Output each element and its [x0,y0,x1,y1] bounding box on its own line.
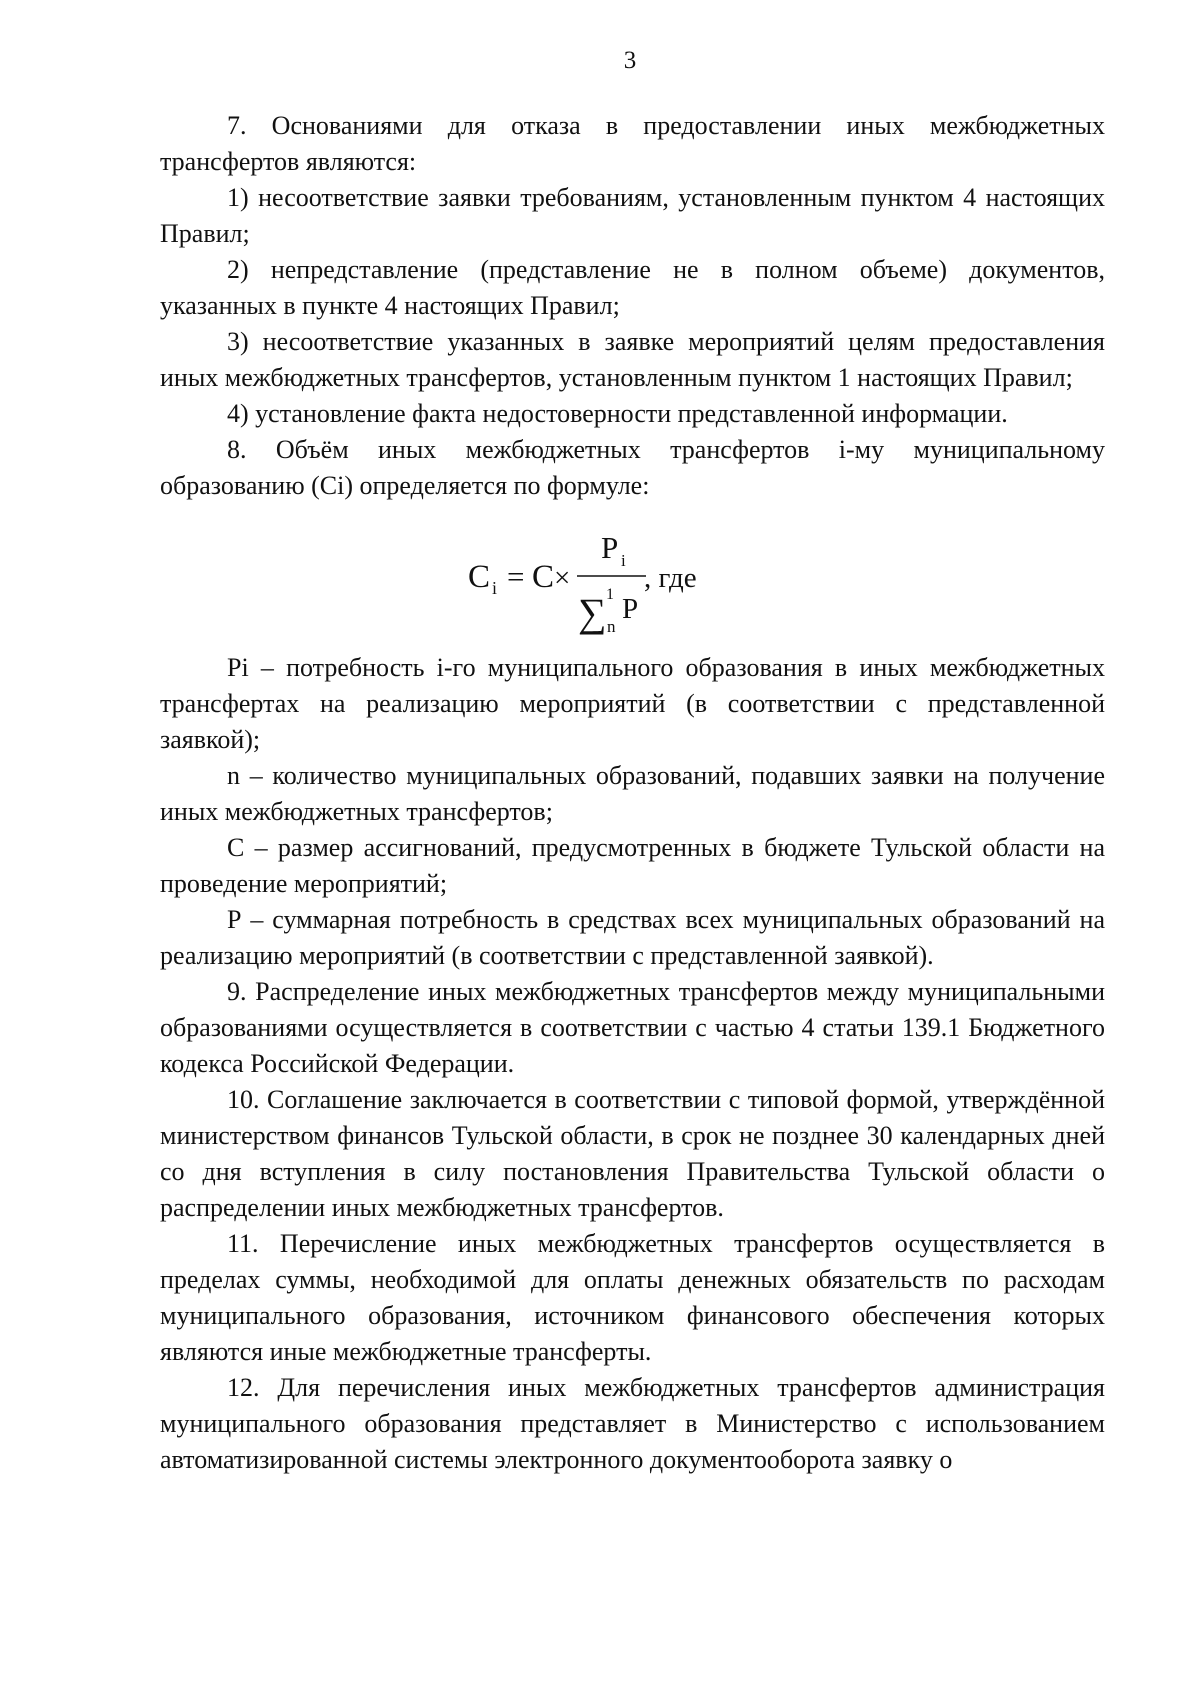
formula-lhs-subscript: i [492,578,498,598]
page-number: 3 [623,47,637,74]
list-item-1: 1) несоответствие заявки требованиям, установленным пунктом 4 настоящих Правил; [160,183,1105,248]
list-item-4: 4) установление факта недостоверности представленной информации. [227,399,1008,428]
formula-sum-lower: n [607,617,616,636]
formula-times: × [554,562,571,594]
definition-pi: Pi – потребность i-го муниципального образования в иных межбюджетных трансфертах на реализацию мероприятий (в соответствии с представленной заявкой); [160,653,1105,754]
definition-n: n – количество муниципальных образований, подавших заявки на получение иных межбюджетных трансфертов; [160,761,1105,826]
formula-sum-symbol: ∑ [578,590,607,635]
definition-c: С – размер ассигнований, предусмотренных в бюджете Тульской области на проведение мероприятий; [160,833,1105,898]
formula-denominator: P [622,593,639,625]
paragraph-9: 9. Распределение иных межбюджетных трансфертов между муниципальными образованиями осуществляется в соответствии с частью 4 статьи 139.1 Бюджетного кодекса Российской Федерации. [160,977,1105,1078]
document-body [160,108,1105,1478]
formula-equals: = [507,559,525,594]
formula-lhs: C [468,559,491,595]
formula-suffix: , где [644,562,697,594]
allocation-formula [160,504,1105,650]
formula-numerator: P [601,530,619,565]
paragraph-10: 10. Соглашение заключается в соответствии с типовой формой, утверждённой министерством финансов Тульской области, в срок не позднее 30 календарных дней со дня вступления в силу постановления Правительства Тульской области о распределении иных межбюджетных трансфертов. [160,1085,1105,1222]
list-item-2: 2) непредставление (представление не в полном объеме) документов, указанных в пункте 4 настоящих Правил; [160,255,1105,320]
formula-sum-upper: 1 [606,586,614,603]
formula-multiplier: C [532,559,555,595]
paragraph-11: 11. Перечисление иных межбюджетных трансфертов осуществляется в пределах суммы, необходимой для оплаты денежных обязательств по расходам муниципального образования, источником финансового обеспечения которых являются иные межбюджетные трансферты. [160,1229,1105,1366]
paragraph-8: 8. Объём иных межбюджетных трансфертов i-му муниципальному образованию (Ci) определяется по формуле: [160,435,1105,500]
formula-graphic [160,504,1105,650]
formula-numerator-subscript: i [621,551,626,570]
definition-p: Р – суммарная потребность в средствах всех муниципальных образований на реализацию мероприятий (в соответствии с представленной заявкой). [160,905,1105,970]
paragraph-7-intro: 7. Основаниями для отказа в предоставлении иных межбюджетных трансфертов являются: [160,111,1105,176]
paragraph-12: 12. Для перечисления иных межбюджетных трансфертов администрация муниципального образования представляет в Министерство с использованием автоматизированной системы электронного документооборота заявку о [160,1373,1105,1474]
list-item-3: 3) несоответствие указанных в заявке мероприятий целям предоставления иных межбюджетных трансфертов, установленным пунктом 1 настоящих Правил; [160,327,1105,392]
